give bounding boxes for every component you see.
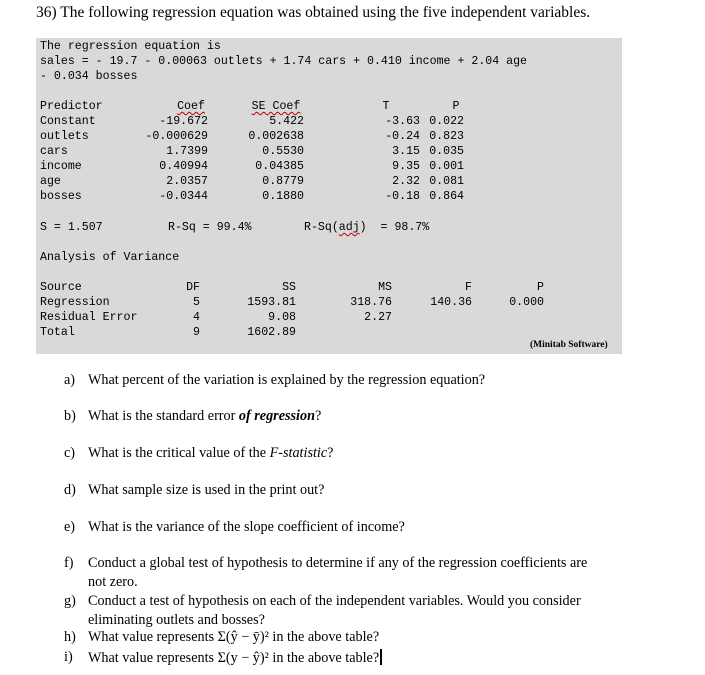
coef-p: 0.022: [429, 115, 464, 128]
coef-value: 0.40994: [159, 160, 208, 173]
coef-t: -0.18: [385, 190, 420, 203]
anova-title: Analysis of Variance: [40, 251, 180, 264]
coef-header-predictor: Predictor: [40, 100, 103, 113]
question-text-line-2: not zero.: [88, 574, 138, 590]
anova-ss: 1602.89: [247, 326, 296, 339]
anova-header-p: P: [537, 281, 544, 294]
coef-p: 0.035: [429, 145, 464, 158]
anova-ss: 9.08: [268, 311, 296, 324]
anova-header-df: DF: [186, 281, 200, 294]
coef-value: -0.0344: [159, 190, 208, 203]
question-text: What value represents Σ(y − ŷ)² in the above table?: [88, 649, 382, 667]
anova-header-ss: SS: [282, 281, 296, 294]
equation-line-1: The regression equation is: [40, 40, 221, 53]
anova-ms: 318.76: [350, 296, 392, 309]
question-text-line-1: Conduct a global test of hypothesis to determine if any of the regression coefficients are: [88, 555, 588, 571]
coef-p: 0.081: [429, 175, 464, 188]
question-text-line-2: eliminating outlets and bosses?: [88, 612, 265, 628]
anova-df: 4: [193, 311, 200, 324]
coef-se: 0.8779: [262, 175, 304, 188]
question-text: What percent of the variation is explained by the regression equation?: [88, 372, 486, 388]
coef-predictor: cars: [40, 145, 68, 158]
s-value: S = 1.507: [40, 221, 103, 234]
problem-title: 36) The following regression equation was obtained using the five independent variables.: [36, 4, 591, 21]
coef-header-se-coef: SE Coef: [251, 100, 301, 113]
coef-p: 0.864: [429, 190, 464, 203]
anova-source: Regression: [40, 296, 110, 309]
text-cursor: [380, 649, 382, 665]
coef-predictor: Constant: [40, 115, 96, 128]
question-label: e): [64, 519, 76, 535]
coef-value: 1.7399: [166, 145, 208, 158]
anova-header-ms: MS: [378, 281, 392, 294]
anova-header-f: F: [465, 281, 472, 294]
coef-t: 2.32: [392, 175, 420, 188]
r-sq-value: R-Sq = 99.4%: [168, 221, 252, 234]
anova-p: 0.000: [509, 296, 544, 309]
r-sq-adj-value: R-Sq(adj) = 98.7%: [304, 221, 430, 234]
coef-value: -19.672: [159, 115, 208, 128]
coef-se: 0.5530: [262, 145, 304, 158]
anova-df: 9: [193, 326, 200, 339]
question-text: What sample size is used in the print out?: [88, 482, 325, 498]
anova-source: Residual Error: [40, 311, 138, 324]
coef-p: 0.823: [429, 130, 464, 143]
coef-predictor: income: [40, 160, 82, 173]
minitab-output-panel: [36, 38, 622, 354]
coef-t: -0.24: [385, 130, 420, 143]
coef-header-coef: Coef: [177, 100, 205, 113]
question-text: What is the standard error of regression?: [88, 408, 322, 424]
anova-header-source: Source: [40, 281, 82, 294]
coef-p: 0.001: [429, 160, 464, 173]
software-credit: (Minitab Software): [530, 340, 608, 350]
anova-df: 5: [193, 296, 200, 309]
question-label: c): [64, 445, 76, 461]
anova-source: Total: [40, 326, 75, 339]
question-text-line-1: Conduct a test of hypothesis on each of the independent variables. Would you consider: [88, 593, 581, 609]
coef-header-t: T: [382, 100, 390, 113]
question-label: d): [64, 482, 76, 498]
coef-value: -0.000629: [145, 130, 208, 143]
question-label: h): [64, 629, 76, 645]
question-label: f): [64, 555, 74, 571]
question-text: What is the variance of the slope coefficient of income?: [88, 519, 405, 535]
question-label: i): [64, 649, 73, 665]
coef-se: 0.04385: [255, 160, 304, 173]
coef-se: 0.1880: [262, 190, 304, 203]
coef-header-p: P: [452, 100, 460, 113]
question-text: What is the critical value of the F-statistic?: [88, 445, 334, 461]
coef-t: 9.35: [392, 160, 420, 173]
anova-ss: 1593.81: [247, 296, 296, 309]
anova-f: 140.36: [430, 296, 472, 309]
equation-line-2: sales = - 19.7 - 0.00063 outlets + 1.74 cars + 0.410 income + 2.04 age: [40, 55, 528, 68]
coef-predictor: outlets: [40, 130, 89, 143]
coef-value: 2.0357: [166, 175, 208, 188]
anova-ms: 2.27: [364, 311, 392, 324]
question-label: b): [64, 408, 76, 424]
coef-t: -3.63: [385, 115, 420, 128]
coef-t: 3.15: [392, 145, 420, 158]
coef-predictor: bosses: [40, 190, 82, 203]
coef-se: 5.422: [269, 115, 304, 128]
question-label: g): [64, 593, 76, 609]
coef-predictor: age: [40, 175, 61, 188]
coef-se: 0.002638: [248, 130, 304, 143]
equation-line-3: - 0.034 bosses: [40, 70, 138, 83]
question-text: What value represents Σ(ŷ − ȳ)² in the above table?: [88, 629, 380, 645]
question-label: a): [64, 372, 76, 388]
